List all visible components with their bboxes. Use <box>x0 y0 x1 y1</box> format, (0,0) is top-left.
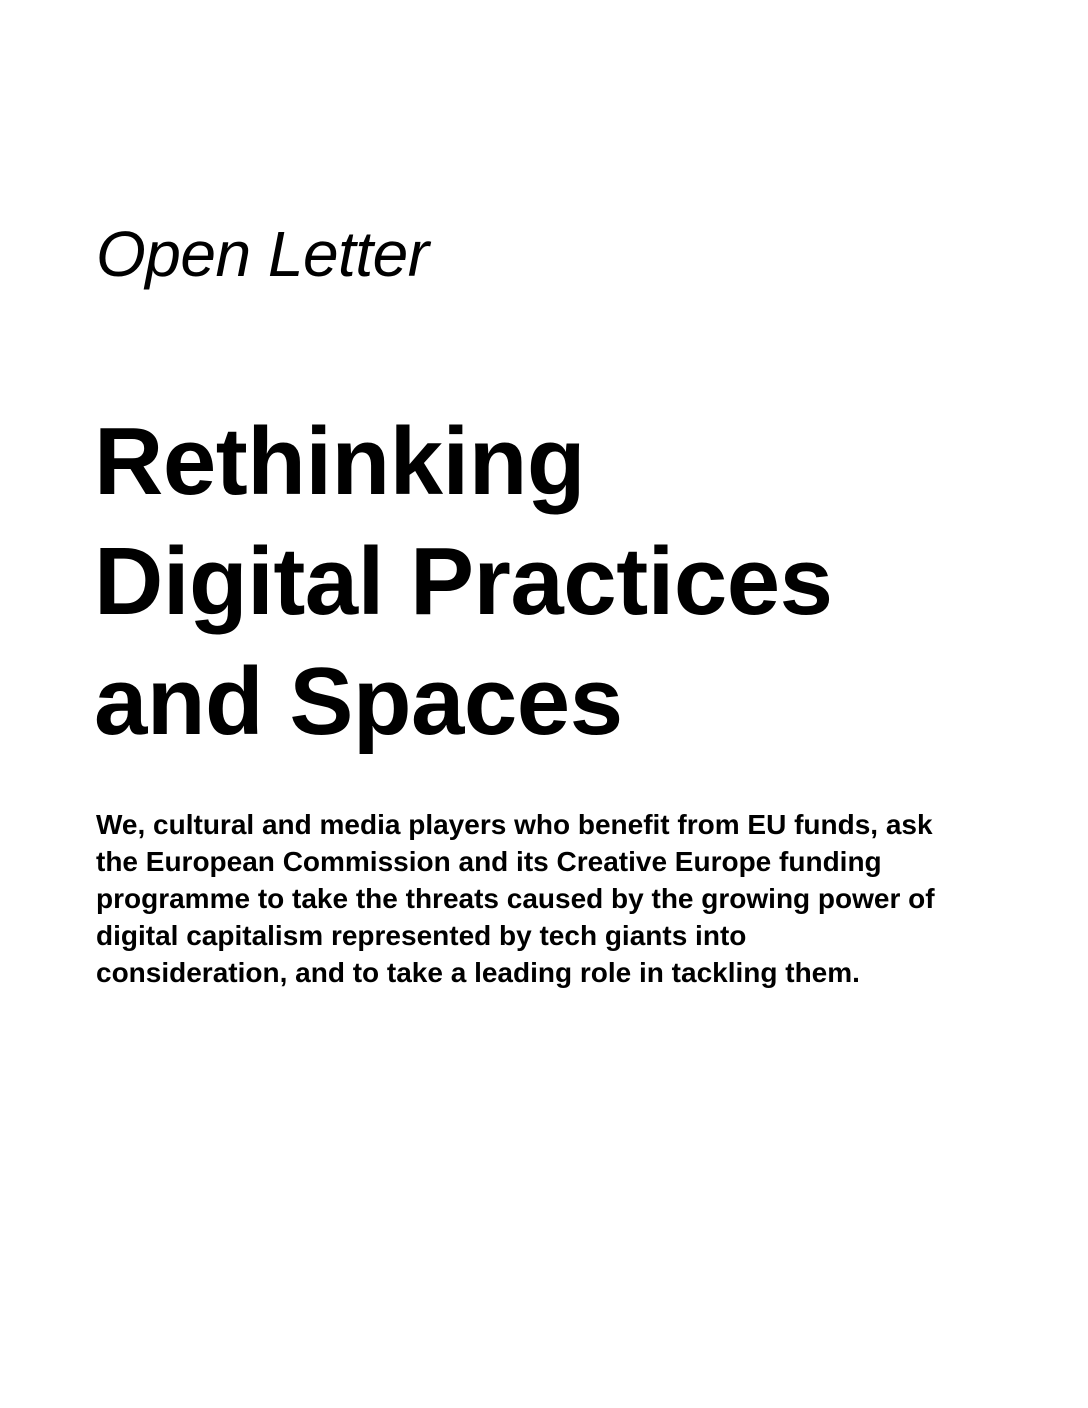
document-title <box>94 402 833 762</box>
title-line: Rethinking <box>94 408 585 515</box>
lede-line: consideration, and to take a leading role in tackling them. <box>96 957 860 988</box>
lede-line: We, cultural and media players who benefit from EU funds, ask <box>96 809 933 840</box>
lede-line: the European Commission and its Creative Europe funding <box>96 846 882 877</box>
document-lede <box>96 806 935 991</box>
lede-line: programme to take the threats caused by the growing power of <box>96 883 935 914</box>
document-kicker: Open Letter <box>96 218 429 290</box>
title-line: and Spaces <box>94 648 623 755</box>
lede-line: digital capitalism represented by tech giants into <box>96 920 747 951</box>
title-line: Digital Practices <box>94 528 833 635</box>
